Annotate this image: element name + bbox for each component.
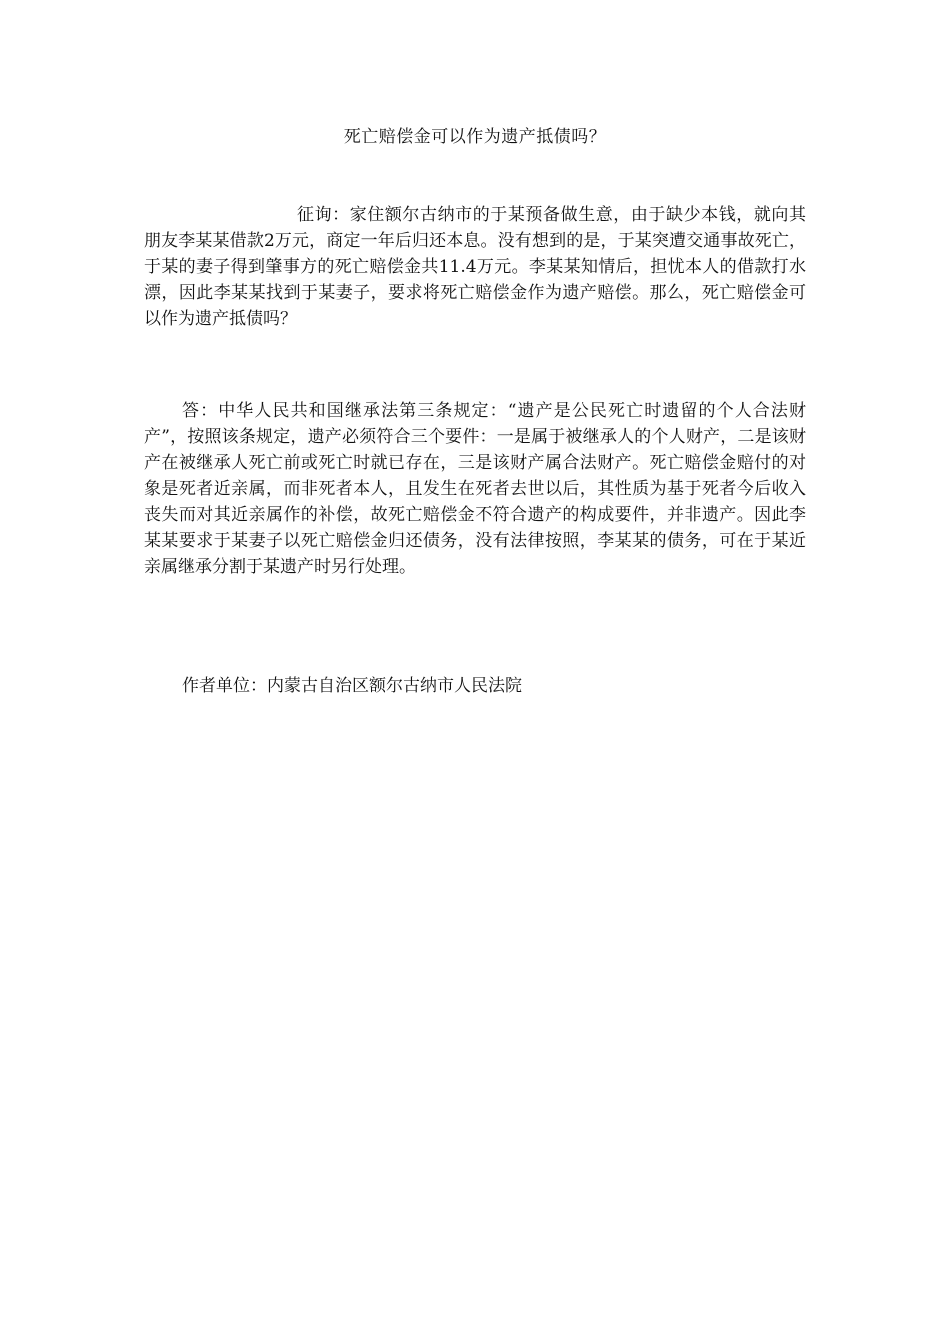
author-affiliation: 作者单位：内蒙古自治区额尔古纳市人民法院 xyxy=(182,676,522,696)
question-paragraph: 征询：家住额尔古纳市的于某预备做生意，由于缺少本钱，就向其朋友李某某借款2万元，商定一年后归还本息。没有想到的是，于某突遭交通事故死亡，于某的妻子得到肇事方的死亡赔偿金共11.4万元。李某某知情后，担忧本人的借款打水漂，因此李某某找到于某妻子，要求将死亡赔偿金作为遗产赔偿。那么，死亡赔偿金可以作为遗产抵债吗？ xyxy=(144,205,806,329)
answer-paragraph: 答：中华人民共和国继承法第三条规定：“遗产是公民死亡时遗留的个人合法财产”，按照该条规定，遗产必须符合三个要件：一是属于被继承人的个人财产，二是该财产在被继承人死亡前或死亡时就已存在，三是该财产属合法财产。死亡赔偿金赔付的对象是死者近亲属，而非死者本人，且发生在死者去世以后，其性质为基于死者今后收入丧失而对其近亲属作的补偿，故死亡赔偿金不符合遗产的构成要件，并非遗产。因此李某某要求于某妻子以死亡赔偿金归还债务，没有法律按照，李某某的债务，可在于某近亲属继承分割于某遗产时另行处理。 xyxy=(144,401,806,577)
document-title: 死亡赔偿金可以作为遗产抵债吗？ xyxy=(343,127,607,147)
